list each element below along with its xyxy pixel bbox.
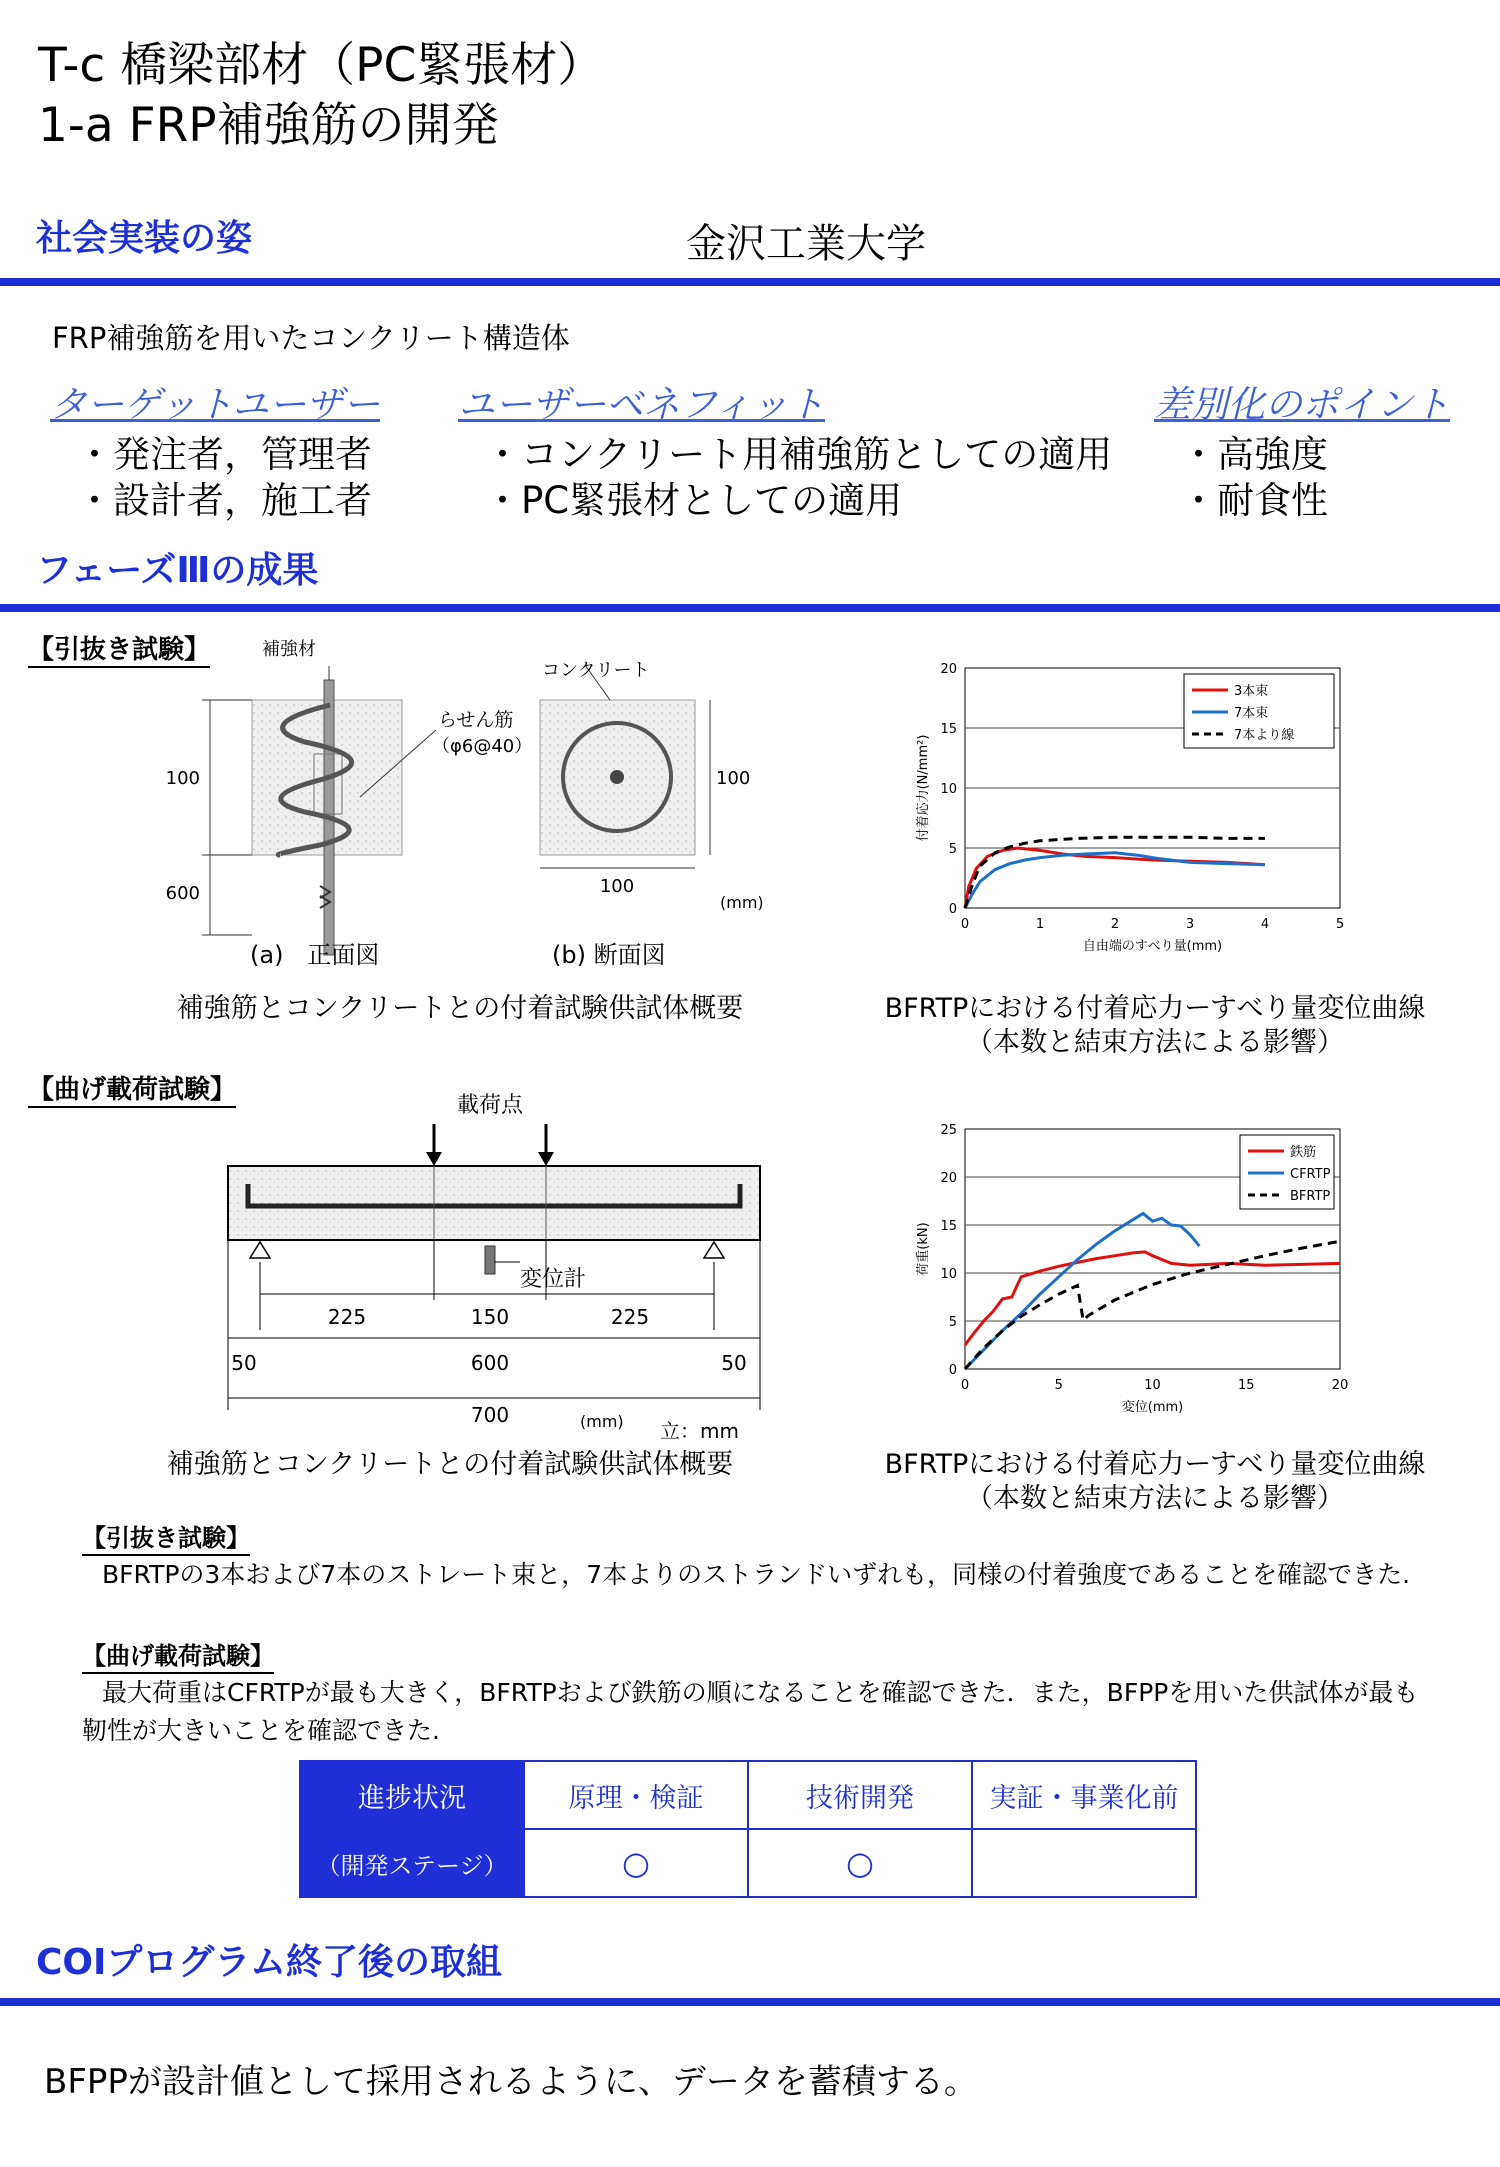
page-title-line2: 1-a FRP補強筋の開発 (38, 98, 499, 153)
organization: 金沢工業大学 (686, 221, 926, 267)
benefit-item-2: ・PC緊張材としての適用 (484, 479, 903, 522)
benefit-item-1: ・コンクリート用補強筋としての適用 (484, 433, 1113, 476)
x-tick-label: 5 (1054, 1378, 1063, 1393)
result-pullout-text: BFRTPの3本および7本のストレート束と，7本よりのストランドいずれも，同様の付着強度であることを確認できた. (102, 1560, 1411, 1589)
x-tick-label: 20 (1331, 1378, 1349, 1393)
diff-item-2: ・耐食性 (1180, 479, 1328, 522)
label-d225b: 225 (610, 1305, 650, 1329)
y-tick-label: 15 (940, 722, 957, 737)
support-left (250, 1242, 270, 1258)
x-axis-label: 変位(mm) (1121, 1400, 1184, 1415)
bending-caption: 補強筋とコンクリートとの付着試験供試体概要 (166, 1449, 734, 1480)
chart-bond-slip (895, 650, 1365, 975)
target-item-1: ・発注者，管理者 (76, 433, 372, 476)
legend-label-2: BFRTP (1290, 1189, 1331, 1204)
y-tick-label: 0 (948, 1363, 957, 1378)
label-front-view: (a) 正面図 (250, 941, 380, 969)
label-d100b: 100 (599, 876, 635, 897)
legend-label-1: CFRTP (1290, 1167, 1331, 1182)
support-right (704, 1242, 724, 1258)
label-spiral-spec: （φ6@40） (432, 736, 533, 757)
subject: FRP補強筋を用いたコンクリート構造体 (52, 321, 570, 355)
label-d700: 700 (470, 1403, 510, 1427)
chart-load-displacement (905, 1115, 1365, 1430)
y-tick-label: 5 (948, 1315, 957, 1330)
displacement-gauge (485, 1246, 495, 1274)
y-axis-label: 荷重(kN) (916, 1222, 931, 1276)
bending-diagram (220, 1080, 800, 1443)
label-unit-2: 立：mm (660, 1419, 739, 1443)
section-social: 社会実装の姿 (36, 218, 253, 259)
label-d50a: 50 (231, 1351, 257, 1375)
stage-mark-demonstration (972, 1829, 1196, 1897)
section-coi: COIプログラム終了後の取組 (36, 1942, 503, 1983)
y-axis-label: 付着応力(N/mm²) (916, 734, 931, 842)
footer-text: BFPPが設計値として採用されるように、データを蓄積する。 (44, 2062, 978, 2102)
y-tick-label: 20 (940, 662, 957, 677)
label-d600b: 600 (470, 1351, 510, 1375)
x-tick-label: 0 (960, 1378, 970, 1393)
x-tick-label: 2 (1110, 917, 1120, 932)
x-tick-label: 10 (1144, 1378, 1161, 1393)
chart2-caption-line1: BFRTPにおける付着応力ーすべり量変位曲線 (884, 1449, 1426, 1480)
chart1-caption-line2: （本数と結束方法による影響） (966, 1027, 1344, 1058)
legend-label-1: 7本束 (1234, 706, 1269, 721)
divider-2 (0, 604, 1500, 612)
y-tick-label: 20 (940, 1171, 957, 1186)
chart2-caption-line2: （本数と結束方法による影響） (966, 1483, 1344, 1514)
result-pullout-tag: 【引抜き試験】 (82, 1522, 250, 1556)
result-bending-text: 最大荷重はCFRTPが最も大きく，BFRTPおよび鉄筋の順になることを確認できた．また，BFPPを用いた供試体が最も靭性が大きいことを確認できた. (82, 1678, 1419, 1745)
label-d100a: 100 (165, 768, 200, 789)
diff-item-1: ・高強度 (1180, 433, 1328, 476)
stage-col-technology: 技術開発 (748, 1761, 972, 1829)
stage-mark-technology: ○ (748, 1829, 972, 1897)
label-load-point: 載荷点 (456, 1093, 524, 1118)
section-phase3: フェーズⅢの成果 (36, 550, 319, 591)
x-tick-label: 3 (1185, 917, 1195, 932)
label-spiral: らせん筋 (438, 709, 514, 731)
stage-col-demonstration: 実証・事業化前 (972, 1761, 1196, 1829)
load-arrowhead-right (538, 1152, 554, 1166)
category-target-users: ターゲットユーザー (50, 383, 381, 426)
category-user-benefit: ユーザーベネフィット (458, 383, 826, 426)
legend-label-0: 3本束 (1234, 684, 1269, 699)
stage-subhead: （開発ステージ） (300, 1829, 524, 1897)
category-differentiation: 差別化のポイント (1154, 383, 1450, 426)
pullout-tag: 【引抜き試験】 (28, 634, 210, 668)
label-unit: (mm) (720, 893, 764, 912)
stage-col-principle: 原理・検証 (524, 1761, 748, 1829)
stage-mark-principle: ○ (524, 1829, 748, 1897)
y-tick-label: 5 (948, 842, 957, 857)
x-axis-label: 自由端のすべり量(mm) (1082, 939, 1223, 954)
divider-3 (0, 1998, 1500, 2006)
x-tick-label: 0 (960, 917, 970, 932)
progress-stage-table (299, 1760, 1197, 1898)
chart1-caption-line1: BFRTPにおける付着応力ーすべり量変位曲線 (884, 993, 1426, 1024)
label-d50b: 50 (721, 1351, 747, 1375)
y-tick-label: 10 (940, 782, 957, 797)
label-gauge: 変位計 (520, 1267, 587, 1292)
label-d150: 150 (470, 1305, 510, 1329)
y-tick-label: 15 (940, 1219, 957, 1234)
page-title-line1: T-c 橋梁部材（PC緊張材） (38, 38, 605, 93)
label-d600: 600 (165, 883, 200, 904)
label-unit-mm: (mm) (580, 1412, 624, 1431)
pullout-diagram (165, 630, 800, 970)
label-d100c: 100 (716, 768, 751, 789)
result-bending-tag: 【曲げ載荷試験】 (82, 1640, 274, 1674)
rebar-section (610, 770, 624, 784)
stage-head: 進捗状況 (300, 1761, 524, 1829)
load-arrowhead-left (426, 1152, 442, 1166)
label-section-view: (b) 断面図 (552, 941, 666, 969)
x-tick-label: 1 (1035, 917, 1045, 932)
pullout-caption: 補強筋とコンクリートとの付着試験供試体概要 (176, 993, 744, 1024)
y-tick-label: 10 (940, 1267, 957, 1282)
x-tick-label: 15 (1237, 1378, 1255, 1393)
label-concrete: コンクリート (542, 660, 650, 681)
label-rebar: 補強材 (262, 639, 316, 660)
x-tick-label: 5 (1335, 917, 1345, 932)
legend-label-2: 7本より線 (1234, 728, 1295, 743)
divider-1 (0, 278, 1500, 286)
y-tick-label: 25 (940, 1123, 957, 1138)
bending-tag: 【曲げ載荷試験】 (28, 1074, 236, 1108)
label-d225a: 225 (327, 1305, 367, 1329)
beam (228, 1166, 760, 1240)
y-tick-label: 0 (948, 902, 957, 917)
target-item-2: ・設計者，施工者 (76, 479, 372, 522)
legend-label-0: 鉄筋 (1290, 1145, 1317, 1160)
x-tick-label: 4 (1260, 917, 1270, 932)
